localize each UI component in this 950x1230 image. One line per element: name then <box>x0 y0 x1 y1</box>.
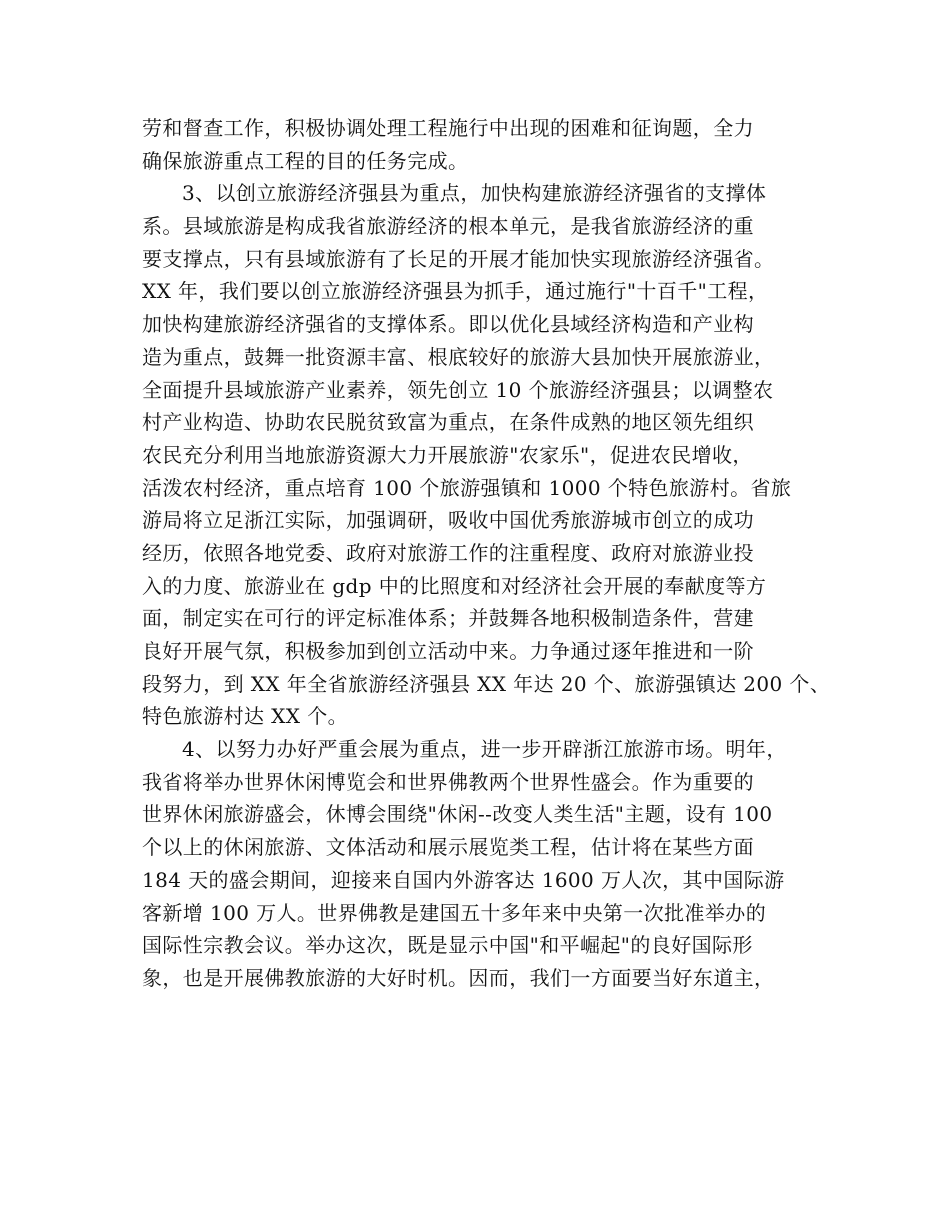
text-line: 系。县域旅游是构成我省旅游经济的根本单元，是我省旅游经济的重 <box>142 214 754 239</box>
text-line: 184 天的盛会期间，迎接来自国内外游客达 1600 万人次，其中国际游 <box>142 867 785 892</box>
text-line: 入的力度、旅游业在 gdp 中的比照度和对经济社会开展的奉献度等方 <box>142 573 767 598</box>
text-line: 要支撑点，只有县域旅游有了长足的开展才能加快实现旅游经济强省。 <box>142 246 775 271</box>
text-line: 村产业构造、协助农民脱贫致富为重点，在条件成熟的地区领先组织 <box>142 410 754 435</box>
text-line: 象，也是开展佛教旅游的大好时机。因而，我们一方面要当好东道主， <box>142 965 775 990</box>
text-line: 游局将立足浙江实际，加强调研，吸收中国优秀旅游城市创立的成功 <box>142 508 754 533</box>
text-line: 段努力，到 XX 年全省旅游经济强县 XX 年达 20 个、旅游强镇达 200 个、 <box>142 671 831 696</box>
text-line: 面，制定实在可行的评定标准体系；并鼓舞各地积极制造条件，营建 <box>142 606 754 631</box>
document-body-text <box>142 112 831 995</box>
text-line: 加快构建旅游经济强省的支撑体系。即以优化县域经济构造和产业构 <box>142 312 754 337</box>
text-line: 造为重点，鼓舞一批资源丰富、根底较好的旅游大县加快开展旅游业， <box>142 344 775 369</box>
text-line: 全面提升县域旅游产业素养，领先创立 10 个旅游经济强县；以调整农 <box>142 377 774 402</box>
text-line: 个以上的休闲旅游、文体活动和展示展览类工程，估计将在某些方面 <box>142 835 754 860</box>
text-line: 我省将举办世界休闲博览会和世界佛教两个世界性盛会。作为重要的 <box>142 769 754 794</box>
text-line: 世界休闲旅游盛会，休博会围绕"休闲--改变人类生活"主题，设有 100 <box>142 802 773 827</box>
text-line: 活泼农村经济，重点培育 100 个旅游强镇和 1000 个特色旅游村。省旅 <box>142 475 792 500</box>
text-line: 国际性宗教会议。举办这次，既是显示中国"和平崛起"的良好国际形 <box>142 933 753 958</box>
text-line: 特色旅游村达 XX 个。 <box>142 704 348 729</box>
text-line: XX 年，我们要以创立旅游经济强县为抓手，通过施行"十百千"工程， <box>142 279 769 304</box>
text-line: 经历，依照各地党委、政府对旅游工作的注重程度、政府对旅游业投 <box>142 540 754 565</box>
text-line: 确保旅游重点工程的目的任务完成。 <box>142 148 469 173</box>
text-line: 农民充分利用当地旅游资源大力开展旅游"农家乐"，促进农民增收， <box>142 442 753 467</box>
paragraph-first-line: 3、以创立旅游经济强县为重点，加快构建旅游经济强省的支撑体 <box>182 181 767 206</box>
text-line: 劳和督查工作，积极协调处理工程施行中出现的困难和征询题，全力 <box>142 116 754 140</box>
paragraph-first-line: 4、以努力办好严重会展为重点，进一步开辟浙江旅游市场。明年， <box>182 737 787 762</box>
text-line: 客新增 100 万人。世界佛教是建国五十多年来中央第一次批准举办的 <box>142 900 767 925</box>
text-line: 良好开展气氛，积极参加到创立活动中来。力争通过逐年推进和一阶 <box>142 639 754 663</box>
